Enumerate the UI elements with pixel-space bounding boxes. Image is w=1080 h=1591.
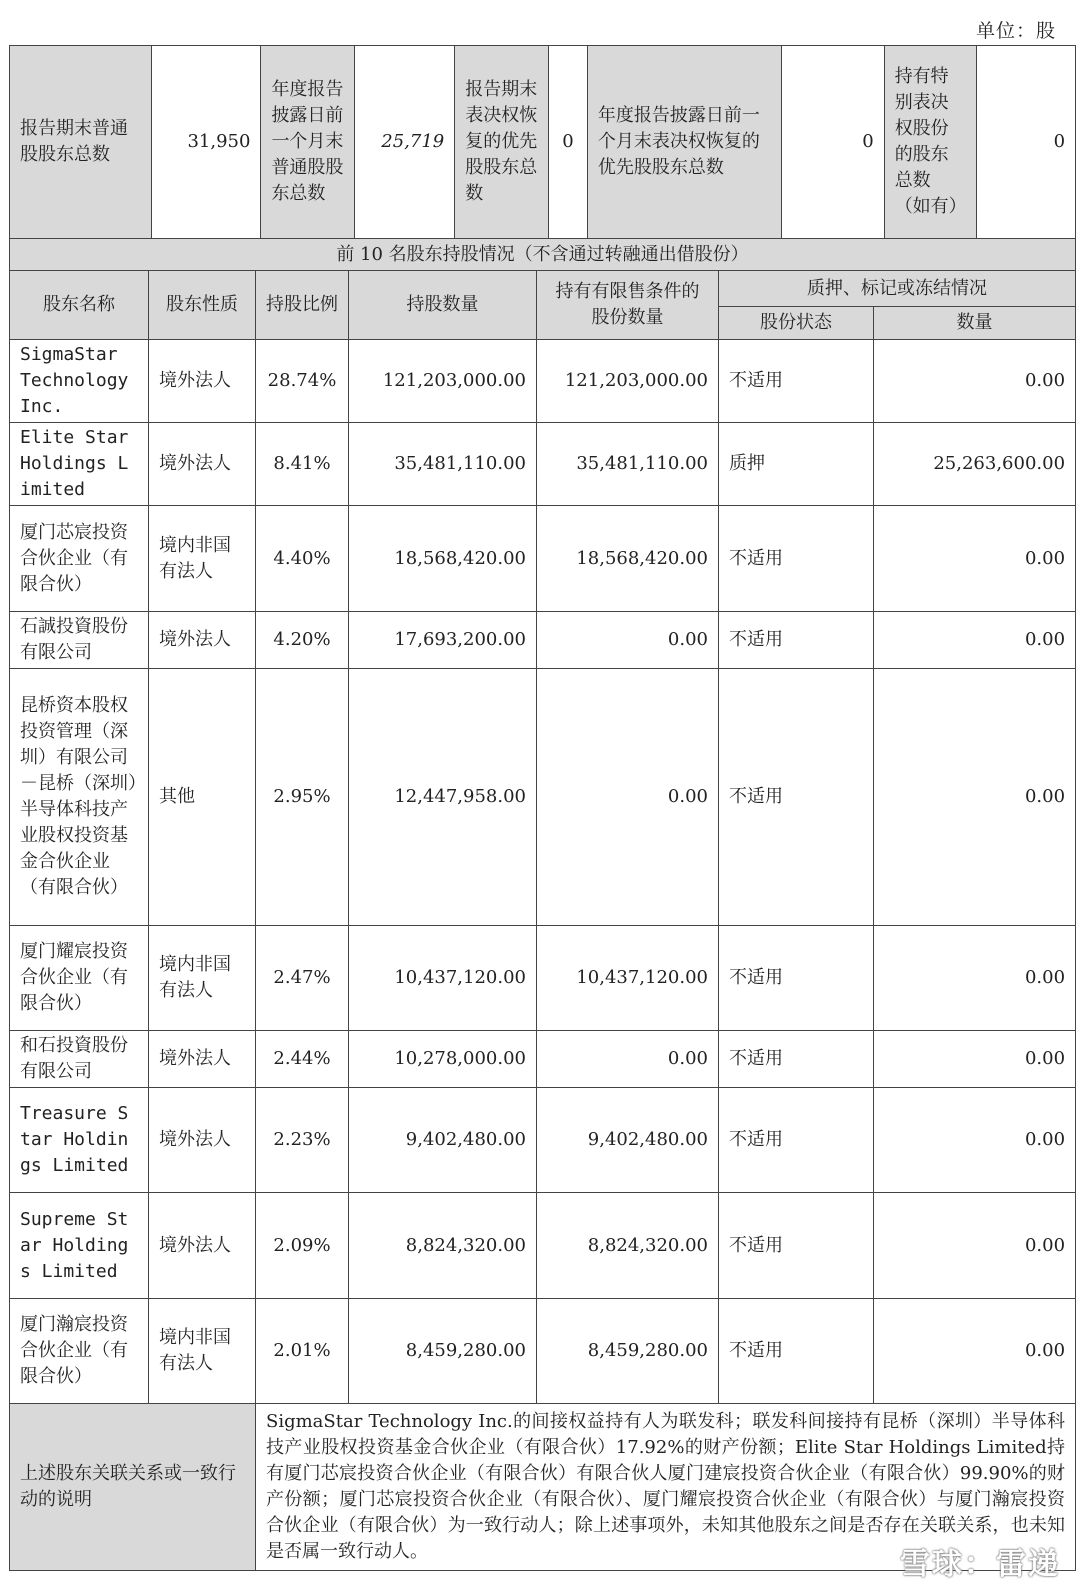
restricted-shares: 121,203,000.00 [537, 340, 719, 423]
shareholder-nature: 境外法人 [149, 612, 256, 669]
prev-month-common-label: 年度报告披露日前一个月末普通股股东总数 [261, 46, 355, 238]
pledge-quantity: 0.00 [874, 926, 1076, 1031]
pledge-quantity: 0.00 [874, 1088, 1076, 1193]
holding-ratio: 2.09% [256, 1193, 349, 1299]
shareholder-nature: 境外法人 [149, 1193, 256, 1299]
table-row [10, 926, 1076, 1031]
restricted-shares: 35,481,110.00 [537, 423, 719, 506]
table-row [10, 612, 1076, 669]
share-status: 不适用 [719, 1088, 874, 1193]
table-body [10, 46, 1076, 1571]
total-common-value: 31,950 [152, 46, 261, 238]
relation-text: SigmaStar Technology Inc.的间接权益持有人为联发科；联发科间接持有昆桥（深圳）半导体科技产业股权投资基金合伙企业（有限合伙）17.92%的财产份额；Elite Star Holdings Limited持有厦门芯宸投资合伙企业（有限合伙）有限合伙人厦门建宸投资合伙企业（有限合伙）99.90%的财产份额；厦门芯宸投资合伙企业（有限合伙）、厦门耀宸投资合伙企业（有限合伙）与厦门瀚宸投资合伙企业（有限合伙）为一致行动人；除上述事项外，未知其他股东之间是否存在关联关系，也未知是否属一致行动人。 [256, 1404, 1076, 1571]
holding-ratio: 2.23% [256, 1088, 349, 1193]
shares-held: 17,693,200.00 [349, 612, 537, 669]
shareholder-nature: 境内非国有法人 [149, 1299, 256, 1404]
pledge-quantity: 25,263,600.00 [874, 423, 1076, 506]
shares-held: 10,437,120.00 [349, 926, 537, 1031]
header-shares: 持股数量 [349, 271, 537, 340]
table-row [10, 423, 1076, 506]
shareholder-name: 厦门耀宸投资合伙企业（有限合伙） [10, 926, 149, 1031]
restricted-shares: 8,824,320.00 [537, 1193, 719, 1299]
restricted-shares: 9,402,480.00 [537, 1088, 719, 1193]
shares-held: 12,447,958.00 [349, 669, 537, 926]
header-pledge-qty: 数量 [874, 307, 1076, 340]
header-status: 股份状态 [719, 307, 874, 340]
relation-label: 上述股东关联关系或一致行动的说明 [10, 1404, 256, 1571]
pledge-quantity: 0.00 [874, 1299, 1076, 1404]
table-row [10, 340, 1076, 423]
prev-month-restored-pref-value: 0 [781, 46, 884, 238]
restricted-shares: 10,437,120.00 [537, 926, 719, 1031]
shareholder-name: 昆桥资本股权投资管理（深圳）有限公司－昆桥（深圳）半导体科技产业股权投资基金合伙企业（有限合伙） [10, 669, 149, 926]
header-ratio: 持股比例 [256, 271, 349, 340]
shares-held: 8,459,280.00 [349, 1299, 537, 1404]
table-row [10, 1299, 1076, 1404]
pledge-quantity: 0.00 [874, 612, 1076, 669]
table-row [10, 1088, 1076, 1193]
header-row [10, 271, 1076, 307]
restricted-shares: 0.00 [537, 669, 719, 926]
holding-ratio: 2.47% [256, 926, 349, 1031]
section-title: 前 10 名股东持股情况（不含通过转融通出借股份） [10, 239, 1076, 271]
share-status: 质押 [719, 423, 874, 506]
restored-pref-value: 0 [549, 46, 588, 238]
header-pledge-group: 质押、标记或冻结情况 [719, 271, 1076, 307]
header-nature: 股东性质 [149, 271, 256, 340]
share-status: 不适用 [719, 506, 874, 612]
share-status: 不适用 [719, 340, 874, 423]
shareholder-nature: 境内非国有法人 [149, 506, 256, 612]
share-status: 不适用 [719, 669, 874, 926]
shares-held: 35,481,110.00 [349, 423, 537, 506]
holding-ratio: 2.01% [256, 1299, 349, 1404]
restricted-shares: 18,568,420.00 [537, 506, 719, 612]
special-voting-value: 0 [1053, 131, 1066, 152]
shareholder-nature: 境外法人 [149, 1088, 256, 1193]
header-name: 股东名称 [10, 271, 149, 340]
summary-table [10, 46, 1075, 238]
shares-held: 121,203,000.00 [349, 340, 537, 423]
shareholder-table [9, 45, 1076, 1571]
section-title-row [10, 239, 1076, 271]
restored-pref-label: 报告期末表决权恢复的优先股股东总数 [455, 46, 549, 238]
holding-ratio: 8.41% [256, 423, 349, 506]
pledge-quantity: 0.00 [874, 1193, 1076, 1299]
holding-ratio: 2.95% [256, 669, 349, 926]
holding-ratio: 28.74% [256, 340, 349, 423]
summary-cell [10, 46, 1076, 239]
pledge-quantity: 0.00 [874, 669, 1076, 926]
prev-month-restored-pref-label: 年度报告披露日前一个月末表决权恢复的优先股股东总数 [587, 46, 781, 238]
restricted-shares: 0.00 [537, 612, 719, 669]
share-status: 不适用 [719, 1031, 874, 1088]
shareholder-name: 厦门瀚宸投资合伙企业（有限合伙） [10, 1299, 149, 1404]
pledge-quantity: 0.00 [874, 340, 1076, 423]
shareholder-nature: 境外法人 [149, 340, 256, 423]
shareholder-name: Supreme Star Holdings Limited [10, 1193, 149, 1299]
shares-held: 18,568,420.00 [349, 506, 537, 612]
holding-ratio: 4.20% [256, 612, 349, 669]
pledge-quantity: 0.00 [874, 1031, 1076, 1088]
shareholder-name: 厦门芯宸投资合伙企业（有限合伙） [10, 506, 149, 612]
shareholder-name: Treasure Star Holdings Limited [10, 1088, 149, 1193]
shares-held: 10,278,000.00 [349, 1031, 537, 1088]
shares-held: 9,402,480.00 [349, 1088, 537, 1193]
shareholder-nature: 境外法人 [149, 1031, 256, 1088]
shareholder-name: 和石投資股份有限公司 [10, 1031, 149, 1088]
share-status: 不适用 [719, 612, 874, 669]
holding-ratio: 4.40% [256, 506, 349, 612]
summary-row [10, 46, 1076, 239]
shareholder-nature: 境内非国有法人 [149, 926, 256, 1031]
restricted-shares: 8,459,280.00 [537, 1299, 719, 1404]
unit-label: 单位：股 [975, 20, 1056, 42]
table-row [10, 506, 1076, 612]
header-restricted: 持有有限售条件的股份数量 [537, 271, 719, 340]
shareholder-name: 石誠投資股份有限公司 [10, 612, 149, 669]
restricted-shares: 0.00 [537, 1031, 719, 1088]
shareholder-name: SigmaStar Technology Inc. [10, 340, 149, 423]
table-row [10, 1031, 1076, 1088]
shareholder-nature: 境外法人 [149, 423, 256, 506]
table-row [10, 1193, 1076, 1299]
shareholder-nature: 其他 [149, 669, 256, 926]
share-status: 不适用 [719, 926, 874, 1031]
special-voting-label: 持有特别表决权股份的股东总数（如有） [884, 46, 976, 238]
shareholder-name: Elite Star Holdings Limited [10, 423, 149, 506]
holding-ratio: 2.44% [256, 1031, 349, 1088]
table-row [10, 669, 1076, 926]
share-status: 不适用 [719, 1299, 874, 1404]
pledge-quantity: 0.00 [874, 506, 1076, 612]
total-common-label: 报告期末普通股股东总数 [10, 46, 152, 238]
share-status: 不适用 [719, 1193, 874, 1299]
prev-month-common-value: 25,719 [355, 46, 455, 238]
watermark: 雪球：雷递 [900, 1547, 1060, 1582]
shares-held: 8,824,320.00 [349, 1193, 537, 1299]
